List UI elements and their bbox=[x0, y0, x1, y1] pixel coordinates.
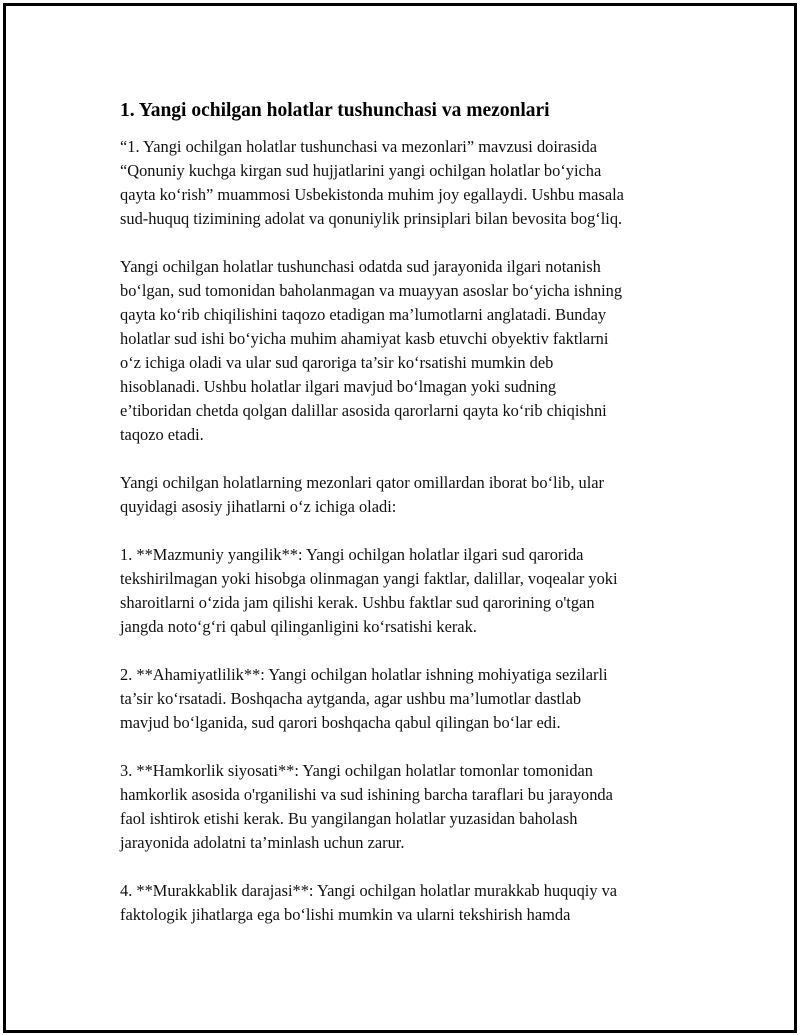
criterion-4: 4. **Murakkablik darajasi**: Yangi ochilgan holatlar murakkab huquqiy va faktologik jihatlarga ega bo‘lishi mumkin va ularni tekshirish hamda bbox=[120, 881, 618, 924]
paragraph-definition: Yangi ochilgan holatlar tushunchasi odatda sud jarayonida ilgari notanish bo‘lgan, sud tomonidan baholanmagan va muayyan asoslar bo‘yicha ishning qayta ko‘rib chiqilishini taqozo etadigan ma’lumotlarni anglatadi. Bunday holatlar sud ishi bo‘yicha muhim ahamiyat kasb etuvchi obyektiv faktlarni o‘z ichiga oladi va ular sud qaroriga ta’sir ko‘rsatishi mumkin deb hisoblanadi. Ushbu holatlar ilgari mavjud bo‘lmagan yoki sudning e’tiboridan chetda qolgan dalillar asosida qarorlarni qayta ko‘rib chiqishni taqozo etadi. bbox=[120, 257, 623, 444]
paragraph-criteria-intro: Yangi ochilgan holatlarning mezonlari qator omillardan iborat bo‘lib, ular quyidagi asosiy jihatlarni o‘z ichiga oladi: bbox=[120, 473, 605, 516]
document-body bbox=[120, 98, 690, 951]
section-heading: 1. Yangi ochilgan holatlar tushunchasi va mezonlari bbox=[120, 100, 550, 121]
criterion-3: 3. **Hamkorlik siyosati**: Yangi ochilgan holatlar tomonlar tomonidan hamkorlik asosida o'rganilishi va sud ishining barcha taraflari bu jarayonda faol ishtirok etishi kerak. Bu yangilangan holatlar yuzasidan baholash jarayonida adolatni ta’minlash uchun zarur. bbox=[120, 761, 613, 852]
criterion-2: 2. **Ahamiyatlilik**: Yangi ochilgan holatlar ishning mohiyatiga sezilarli ta’sir ko‘rsatadi. Boshqacha aytganda, agar ushbu ma’lumotlar dastlab mavjud bo‘lganida, sud qarori boshqacha qabul qilingan bo‘lar edi. bbox=[120, 665, 608, 732]
document-page bbox=[3, 3, 797, 1033]
paragraph-intro: “1. Yangi ochilgan holatlar tushunchasi va mezonlari” mavzusi doirasida “Qonuniy kuchga kirgan sud hujjatlarini yangi ochilgan holatlar bo‘yicha qayta ko‘rish” muammosi Usbekistonda muhim joy egallaydi. Ushbu masala sud-huquq tizimining adolat va qonuniylik prinsiplari bilan bevosita bog‘liq. bbox=[120, 137, 624, 228]
criterion-1: 1. **Mazmuniy yangilik**: Yangi ochilgan holatlar ilgari sud qarorida tekshirilmagan yoki hisobga olinmagan yangi faktlar, dalillar, voqealar yoki sharoitlarni o‘zida jam qilishi kerak. Ushbu faktlar sud qarorining o'tgan jangda noto‘g‘ri qabul qilinganligini ko‘rsatishi kerak. bbox=[120, 545, 618, 636]
